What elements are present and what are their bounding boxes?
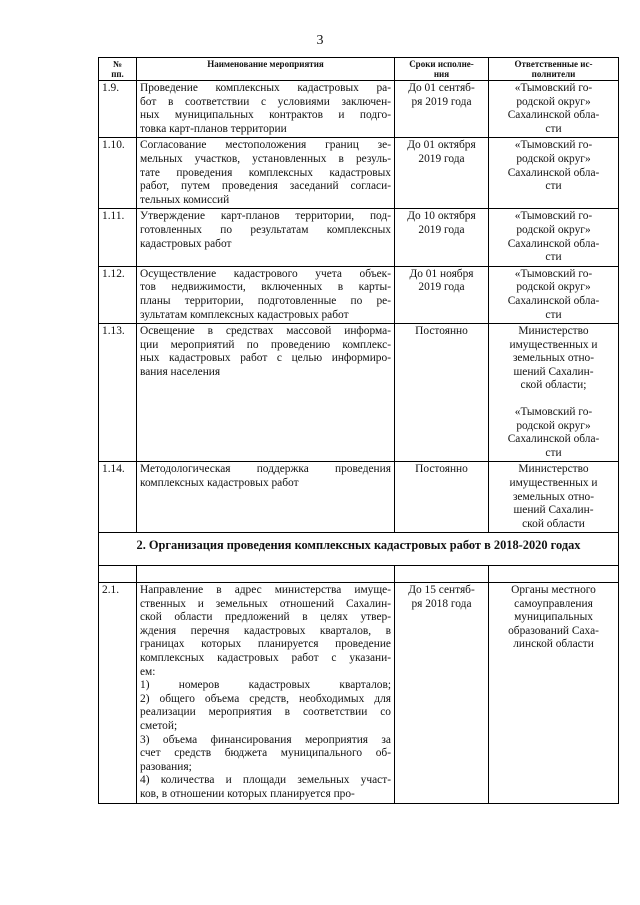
measure-name-line: кадастровых работ [140, 237, 232, 250]
deadline-line: 2019 года [418, 281, 465, 294]
measure-name-line: бот в соответствии с условиями заключен- [140, 95, 391, 108]
measure-name-line: ных муниципальных контрактов и подго- [140, 109, 391, 122]
measure-name-line: тов недвижимости, включенных в карты- [140, 281, 391, 294]
responsible-line: Сахалинской обла- [507, 294, 600, 307]
responsible-line: имущественных и [509, 477, 598, 490]
measure-name-line: 4) количества и площади земельных участ- [140, 774, 391, 787]
measure-name-line: 3) объема финансирования мероприятия за [140, 733, 391, 746]
responsible-line: линской области [513, 638, 594, 651]
table-row [99, 266, 619, 323]
responsible-line: «Тымовский го- [514, 139, 593, 152]
deadline [395, 81, 489, 138]
measure-name-line: Согласование местоположения границ зе- [140, 139, 391, 152]
responsible [489, 138, 619, 209]
measure-name-line: ем: [140, 665, 156, 678]
table-row [99, 462, 619, 533]
measure-name-line: Утверждение карт-планов территории, под- [140, 210, 391, 223]
responsible-line: шений Сахалин- [513, 504, 594, 517]
measure-name-line: планы территории, подготовленные по ре- [140, 294, 391, 307]
deadline-line: До 01 ноября [409, 267, 474, 280]
deadline-line: ря 2019 года [411, 95, 472, 108]
responsible-line: сти [545, 122, 562, 135]
responsible-line: Сахалинской обла- [507, 237, 600, 250]
deadline [395, 209, 489, 266]
measure-name [137, 81, 395, 138]
responsible-line [492, 393, 615, 406]
responsible-line: «Тымовский го- [514, 267, 593, 280]
responsible [489, 324, 619, 462]
header-num: № пп. [99, 58, 137, 81]
responsible-line: земельных отно- [512, 352, 595, 365]
measure-name [137, 583, 395, 804]
table-row [99, 324, 619, 462]
responsible [489, 209, 619, 266]
table-row [99, 583, 619, 804]
measure-name [137, 324, 395, 462]
header-name: Наименование мероприятия [137, 58, 395, 81]
responsible-line: земельных отно- [512, 490, 595, 503]
measure-name-line: комплексных кадастровых работ [140, 477, 299, 490]
measure-name-line: ской области предложений в целях утвер- [140, 611, 391, 624]
responsible-line: Сахалинской обла- [507, 109, 600, 122]
responsible-line: родской округ» [516, 95, 591, 108]
responsible-line: самоуправления [514, 597, 593, 610]
responsible-line: образований Саха- [508, 624, 599, 637]
responsible-line: имущественных и [509, 338, 598, 351]
responsible-line: родской округ» [516, 152, 591, 165]
measure-name [137, 266, 395, 323]
deadline-line: Постоянно [415, 325, 468, 338]
measure-name-line: мельных участков, установленных в резуль- [140, 152, 391, 165]
section-row [99, 533, 619, 566]
responsible-line: Министерство [518, 463, 589, 476]
header-resp: Ответственные ис- полнители [489, 58, 619, 81]
deadline-line: До 15 сентяб- [408, 584, 475, 596]
measure-name-line: комплексных кадастровых работ с указани- [140, 651, 391, 664]
deadline-line: До 10 октября [407, 210, 476, 223]
deadline-line: 2019 года [418, 223, 465, 236]
measure-name-line: разования; [140, 760, 192, 773]
row-number: 1.9. [99, 81, 137, 138]
table-row [99, 138, 619, 209]
measure-name-line: Направление в адрес министерства имуще- [140, 584, 391, 596]
measure-name-line: сметой; [140, 719, 178, 732]
deadline [395, 266, 489, 323]
measure-name-line: ственных и земельных отношений Сахалин- [140, 597, 391, 610]
responsible-line: «Тымовский го- [514, 210, 593, 223]
responsible-line: Министерство [518, 325, 589, 338]
responsible-line: ской области [522, 517, 585, 530]
responsible-line: Сахалинской обла- [507, 166, 600, 179]
measure-name-line: Методологическая поддержка проведения [140, 463, 391, 476]
deadline-line: До 01 сентяб- [408, 82, 475, 94]
deadline-line: 2019 года [418, 152, 465, 165]
row-number: 1.14. [99, 462, 137, 533]
responsible-line: сти [545, 446, 562, 459]
measure-name [137, 209, 395, 266]
measure-name-line: товка карт-планов территории [140, 122, 287, 135]
responsible-line: муниципальных [514, 611, 593, 624]
responsible-line: родской округ» [516, 281, 591, 294]
responsible-line: ской области; [520, 379, 587, 392]
responsible [489, 81, 619, 138]
measure-name-line: тельных комиссий [140, 193, 230, 206]
responsible [489, 462, 619, 533]
measure-name-line: ков, в отношении которых планируется про- [140, 787, 355, 800]
measure-name-line: счет средств бюджета муниципального об- [140, 747, 391, 760]
measure-name-line: 2) общего объема средств, необходимых для [140, 692, 391, 705]
deadline [395, 324, 489, 462]
measure-name-line: работ, путем проведения заседаний согласи- [140, 180, 391, 193]
measure-name [137, 138, 395, 209]
row-number: 1.13. [99, 324, 137, 462]
header-term: Сроки исполне- ния [395, 58, 489, 81]
deadline [395, 138, 489, 209]
measure-name-line: реализации мероприятия в соответствии со [140, 706, 391, 719]
measure-name-line: зультатам комплексных кадастровых работ [140, 308, 349, 321]
responsible-line: Сахалинской обла- [507, 433, 600, 446]
measure-name [137, 462, 395, 533]
measure-name-line: Освещение в средствах массовой информа- [140, 325, 391, 338]
measure-name-line: ции мероприятий по проведению комплекс- [140, 338, 391, 351]
row-number: 1.11. [99, 209, 137, 266]
responsible-line: сти [545, 308, 562, 321]
deadline [395, 583, 489, 804]
responsible [489, 266, 619, 323]
row-number: 1.10. [99, 138, 137, 209]
measure-name-line: вания населения [140, 365, 221, 378]
measure-name-line: границах которых планируется проведение [140, 638, 391, 651]
row-number: 1.12. [99, 266, 137, 323]
responsible-line: родской округ» [516, 223, 591, 236]
row-number: 2.1. [99, 583, 137, 804]
deadline [395, 462, 489, 533]
deadline-line: Постоянно [415, 463, 468, 476]
responsible-line: сти [545, 180, 562, 193]
responsible-line: «Тымовский го- [514, 82, 593, 94]
table-row [99, 209, 619, 266]
measure-name-line: Проведение комплексных кадастровых ра- [140, 82, 391, 94]
measure-name-line: 1) номеров кадастровых кварталов; [140, 679, 391, 692]
deadline-line: ря 2018 года [411, 597, 472, 610]
responsible-line: родской округ» [516, 419, 591, 432]
responsible-line: сти [545, 251, 562, 264]
responsible-line: «Тымовский го- [514, 406, 593, 419]
measure-name-line: ных кадастровых работ с целью информиро- [140, 352, 391, 365]
table-header [99, 58, 619, 81]
page-number: 3 [316, 33, 324, 48]
responsible-line: Органы местного [511, 584, 596, 596]
spacer-row [99, 566, 619, 583]
measures-table [98, 57, 619, 804]
measure-name-line: готовленных по результатам комплексных [140, 223, 391, 236]
deadline-line: До 01 октября [407, 139, 476, 152]
measure-name-line: ждения перечня кадастровых кварталов, в [140, 624, 391, 637]
measure-name-line: тате проведения комплексных кадастровых [140, 166, 391, 179]
section-title: 2. Организация проведения комплексных кадастровых работ в 2018-2020 годах [99, 533, 619, 566]
responsible-line: шений Сахалин- [513, 365, 594, 378]
measure-name-line: Осуществление кадастрового учета объек- [140, 267, 391, 280]
table-row [99, 81, 619, 138]
responsible [489, 583, 619, 804]
